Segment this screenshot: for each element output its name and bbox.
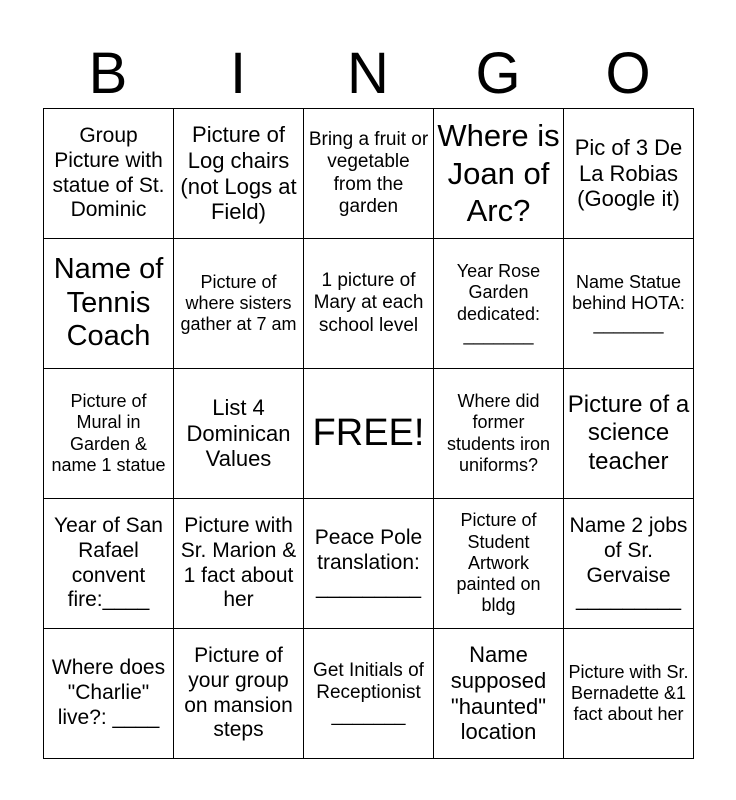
bingo-cell: Where is Joan of Arc? [434,109,564,239]
header-letter-o: O [605,41,651,106]
bingo-cell: Picture of Mural in Garden & name 1 statue [44,369,174,499]
bingo-cell: Picture of Log chairs (not Logs at Field) [174,109,304,239]
bingo-cell: 1 picture of Mary at each school level [304,239,434,369]
bingo-cell: Pic of 3 De La Robias (Google it) [564,109,694,239]
grid-row-4 [44,499,694,629]
grid-row-1 [44,109,694,239]
bingo-cell: Year of San Rafael convent fire:____ [44,499,174,629]
bingo-cell: Name Statue behind HOTA: _______ [564,239,694,369]
grid-row-3 [44,369,694,499]
bingo-cell: Picture with Sr. Marion & 1 fact about her [174,499,304,629]
free-space-cell: FREE! [304,369,434,499]
header-letter-i: I [229,41,247,106]
bingo-cell: Bring a fruit or vegetable from the garden [304,109,434,239]
bingo-cell: Year Rose Garden dedicated: _______ [434,239,564,369]
bingo-grid [43,108,694,759]
bingo-cell: Where did former students iron uniforms? [434,369,564,499]
bingo-cell: Picture of your group on mansion steps [174,629,304,759]
bingo-cell: List 4 Dominican Values [174,369,304,499]
header-letter-b: B [88,41,128,106]
grid-row-2 [44,239,694,369]
bingo-cell: Picture of Student Artwork painted on bldg [434,499,564,629]
bingo-cell: Name of Tennis Coach [44,239,174,369]
header-letter-g: G [475,41,521,106]
bingo-cell: Group Picture with statue of St. Dominic [44,109,174,239]
grid-row-5 [44,629,694,759]
header-letter-n: N [347,41,389,106]
bingo-cell: Picture of a science teacher [564,369,694,499]
bingo-cell: Name 2 jobs of Sr. Gervaise _________ [564,499,694,629]
bingo-cell: Picture with Sr. Bernadette &1 fact about her [564,629,694,759]
bingo-cell: Peace Pole translation: _________ [304,499,434,629]
bingo-cell: Get Initials of Receptionist _______ [304,629,434,759]
bingo-cell: Name supposed "haunted" location [434,629,564,759]
bingo-cell: Where does "Charlie" live?: ____ [44,629,174,759]
bingo-cell: Picture of where sisters gather at 7 am [174,239,304,369]
bingo-header [43,40,693,108]
